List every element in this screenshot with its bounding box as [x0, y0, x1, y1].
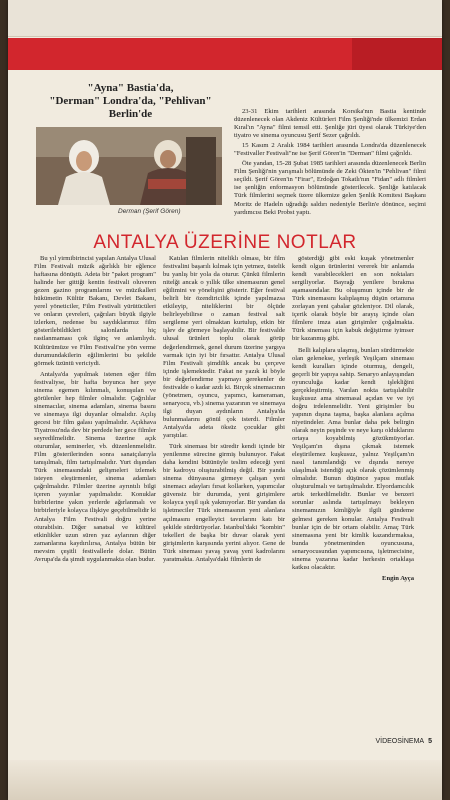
article-paragraph: Bu yıl yirmibirincisi yapılan Antalya Ulusal Film Festivali müzik ağırlıklı bir eğlence haftasına dönüştü. Adeta bir "paket program" halinde her gittiği kentin festivali oluveren gezen gazino programlarını ve müzikalleri hükümetin Kültür Bakanı, Devlet Bakanı, yerel yöneticiler, Film Festivali yürütücüleri ve onların çevreleri, çağrıları büyük ilgiyle izlerken, nedense bu saydıklarımız film gösterilebildikleri salonlarda hiç rastlanmaması çok ilginç ve anlamlıydı. Kültürümüze ve Film Festivali'ne yön verme durumundakilerin eğilimlerini bu şekilde görmek üzüntü vericiydi. — [34, 255, 156, 367]
article-paragraph: gösterdiği gibi eski kuşak yönetmenler kendi olgun ürünlerini vererek bir anlamda kendi varabilecekleri en son noktaları sergiliyorlar. Bayrağı yenilere bırakma aşamasındalar. Bu oluşumun içinde bir de Türk sinemasını kalıplaşmış düşün ortamına zorlayan yeni çabalar gözleniyor. Dil olarak, içerik olarak böyle bir arayış içinde olan filmlere imza atan girişimler çoğalmakta. Türk sineması için kabuk değiştirme iyimser bir kazanmış gibi. — [292, 255, 414, 343]
article-paragraph: Belli kalıplara ulaşmış, bunları sürdürmekte olan gelenekse, yerleşik Yeşilçam sineması kendi kuralları içinde oturmuş, dengeli, geçerli bir yapıya sahip. Senaryo anlayışından oyunculuğa kadar kendi işlekliğini gerçekleştirmiş. Varılan nokta tartışılabilir kuşkusuz ama sinemasal açıdan ve ve iyi doğru irdelenmelidir. Yeni girişimler bu yapının dışına taşma, başka alanlara açılma niyetindeler. Ama bunlar daha pek belirgin olarak neyin peşinde ve neye karşı olduklarını ortaya koyabilmiş gözükmüyorlar. Yeşilçam'ın dışına çıkmak istemek eleştirilemez kuşkusuz, yalnız Yeşilçam'ın nasıl tanımlandığı ve dışında nereye ulaşılmak istendiği açık olarak çözümlenmiş olmalıdır. Bunun düşünce yapısı mutlak oluşturulmalı ve tartışılmalıdır. Elyordamcılık artık terkedilmelidir. Bunlar ve benzeri sorunlar aslında tartışılmayı bekleyen sinemamızın kimliğiyle ilgili gündeme gelmesi gereken konular. Antalya Festivali bunlar için de bir ortam olabilir. Amaç Türk sinemasına yeni bir kimlik kazandırmaksa, bunda yönetmeninden oyuncusuna, senaryocusundan yapımcısına, işletmecisine, sinema yazarına kadar herkesin ortaklaşa katkısı olacaktır. — [292, 346, 414, 571]
article-column-2 — [163, 255, 285, 567]
red-band-accent — [352, 38, 442, 70]
red-header-band — [8, 38, 442, 70]
film-still-photo — [36, 127, 222, 205]
section-title: ANTALYA ÜZERİNE NOTLAR — [93, 232, 357, 253]
article-column-1 — [34, 255, 156, 567]
magazine-name: VİDEOSİNEMA — [375, 738, 425, 745]
photo-caption: Derman (Şerif Gören) — [118, 208, 181, 215]
headline — [38, 82, 223, 121]
festival-news-block — [234, 108, 426, 219]
article-column-3 — [292, 255, 414, 583]
article-paragraph: Antalya'da yapılmak istenen eğer film festivaliyse, bir hafta boyunca her şeye sinema egemen kılınmalı, konuşulan ve görülenler hep filmler olmalıdır. Çağrılılar sinemacılar, sinema adamları, sinema basını ve sinemaya ilgi duyanlar olmalıdır. Açılış gecesi bir film galası yapılmalıdır. Açıkhava Tiyatrosu'nda dev bir perdede her gece filmler seyredilmelidir. Sinema üzerine açık oturumlar, seminerler, vb. düzenlenmelidir. Film gösterilerinden sonra sanatçılarıyla tanışılmalı, film tartışılmalıdır. Yurt dışından Türk sinemasındaki gelişmeleri izlemek isteyen eleştirmenler, sinema adamları çağrılmalıdır. Filmler üzerine ayrıntılı bilgi içeren yayınlar yapılmalıdır. Konuklar birbirlerine yakın yerlerde ağırlanmalı ve birbirleriyle kolayca ilişkiye geçebilmelidir ki Antalya Film Festivali doğru yerine oturabilsin. Diğer sanatsal ve kültürel etkinlikler uzun süren yaz aylarının diğer zamanlarına kaydırılırsa, Antalya bütün bir mevsim çeşitli festivallerle dolar. Bütün Avrupa'da da şimdi uygulanmakta olan budur. — [34, 370, 156, 563]
news-paragraph: 23-31 Ekim tarihleri arasında Korsika'nın Bastia kentinde düzenlenecek olan Akdeniz Kültürleri Film Şenliği'nde ülkemizi Erdan Kıral'ın "Ayna" filmi temsil etti. Şenliğe jüri üyesi olarak Türkiye'den tiyatro ve sinema oyuncusu Şerif Sezer çağrıldı. — [234, 108, 426, 140]
headline-line-2: "Derman" Londra'da, "Pehlivan" Berlin'de — [49, 95, 212, 120]
article-paragraph: Türk sineması bir süredir kendi içinde bir yenilenme sürecine girmiş bulunuyor. Fakat daha kendini bütünüyle teslim edeceği yeni bir kadroyu oluşturabilmiş değil. Bir yanda sinema dünyasına girmeye çalışan yeni sinemacı adayları fırsat kollarken, yapımcılar güvensiz bir durumda, yeni girişimlere kolayca yeşil ışık yakmıyorlar. Bir yandan da işletmeciler Türk sinemasının yeni alanlara açılmasını engelleyici tavırlarını katı bir şekilde sürdürüyorlar. İstanbul'daki "kombin" tekelleri de başka bir duvar olarak yeni girişimlerin karşısında yerini alıyor. Gene de Türk sineması yavaş yavaş yeni kadrolarını yaratmakta. Antalya'daki filmlerin de — [163, 443, 285, 563]
page-footer — [375, 738, 432, 745]
news-paragraph: Öte yandan, 15-28 Şubat 1985 tarihleri arasında düzenlenecek Berlin Film Şenliği'nin yarışmalı bölümünde de Zeki Ökten'in "Pehlivan" filmi seçildi. Şerif Gören'in "Firar", Erdoğan Tokatlı'nın "Fidan" adlı filmleri ise şenliğin enformasyon bölümünde gösterilecek. Şenliğe katılacak Türk filmlerini seçmek üzere ülkemize gelen Şenlik Komitesi Başkanı Moritz de Hadeln uğradığı saldırı nedeniyle Berlin'e dönünce, seçimi yardımcısı Beki Probst yaptı. — [234, 160, 426, 216]
news-paragraph: 15 Kasım 2 Aralık 1984 tarihleri arasında Londra'da düzenlenecek "Festivaller Festivali"ne ise Şerif Gören'in "Derman" filmi çağrıldı. — [234, 142, 426, 158]
top-strip — [8, 0, 442, 37]
page-number: 5 — [428, 738, 432, 745]
headline-line-1: "Ayna" Bastia'da, — [87, 82, 174, 94]
page-bottom-margin — [8, 760, 442, 800]
author-signature: Engin Ayça — [382, 574, 414, 582]
article-paragraph: Katılan filmlerin niteliklı olması, bir film festivalini başarılı kılmak için yetmez, üstelik bu yanlış bir yola da oturur. Çünkü filmlerin nitelği ancak o yıllık ülke sinemasının genel eğilimini ve yönelişini gösterir. Eğer festival belirli bir özendiricilik içinde yapılmazsa etkileyip, niteliklerini bir ölçüde belirleyebilirse o zaman festival salt sergileme yeri olmaktan kurtulup, etkin bir işlev de görmeye başlayabilir. Bir festivalde ulusal ürünleri toplu olarak görüp değerlendirmek, genel durum üzerine yargıya varmak için iyi bir fırsattır. Antalya Ulusal Film Festivali şimdilik ancak bu çerçeve içinde işlemektedir. Fakat ne yazık ki böyle bir değerlendirme yapmayı gerekenler de festivalde o kadar azdı ki. Birçok sinemacının (yönetmen, oyuncu, yapımcı, kameraman, senaryocu, vb.) sinema yazarının ve sinemaya ilgi duyan aydınların Antalya'da bulunmalarını gönül çok isterdi. Filmler Antalya'da adeta öksüz çocuklar gibi yarıştılar. — [163, 255, 285, 440]
magazine-page — [8, 0, 442, 800]
